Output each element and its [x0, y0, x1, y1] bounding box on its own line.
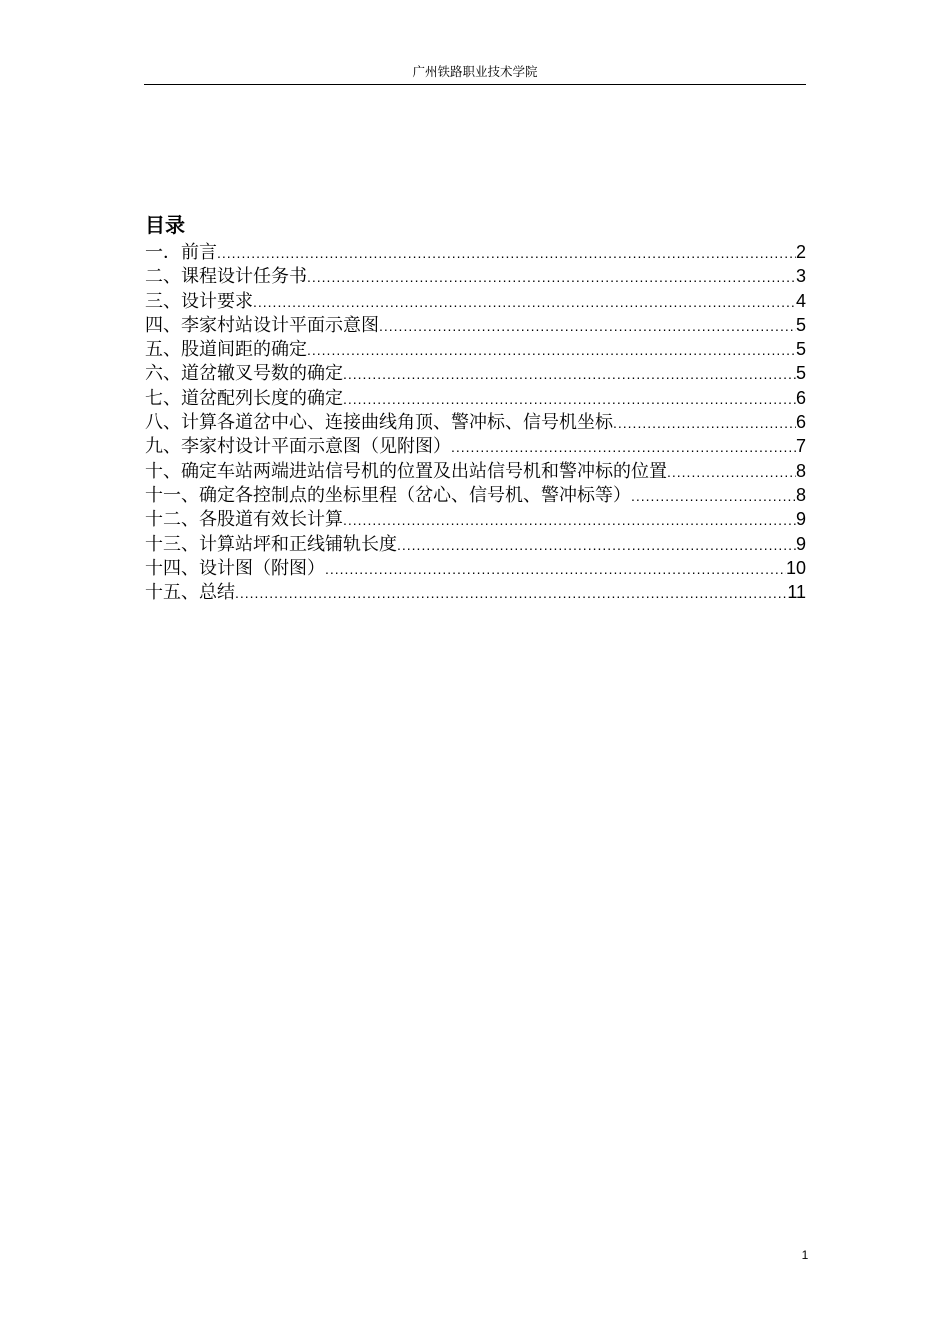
toc-leader-dots	[217, 241, 796, 264]
toc-entry-page: 9	[795, 509, 806, 530]
toc-entry-label: 五、股道间距的确定	[145, 339, 307, 361]
toc-entry[interactable]	[145, 532, 806, 556]
toc-entry-page: 8	[795, 484, 806, 505]
toc-entry[interactable]	[145, 337, 806, 361]
toc-entry-label: 七、道岔配列长度的确定	[145, 387, 343, 409]
toc-leader-dots	[253, 290, 796, 313]
toc-entry[interactable]	[145, 410, 806, 434]
toc-entry-label: 六、道岔辙叉号数的确定	[145, 363, 343, 385]
toc-leader-dots	[307, 338, 796, 361]
toc-entry[interactable]	[145, 580, 806, 604]
toc-entry-label: 十、确定车站两端进站信号机的位置及出站信号机和警冲标的位置	[145, 460, 667, 482]
toc-entry[interactable]	[145, 289, 806, 313]
toc-entry-page: 7	[795, 436, 806, 457]
toc-entry-page: 2	[795, 242, 806, 262]
toc-entry-page: 3	[795, 266, 806, 287]
toc-entry[interactable]	[145, 313, 806, 337]
toc-entry-page: 4	[795, 290, 806, 311]
toc-entry[interactable]	[145, 240, 806, 264]
toc-leader-dots	[379, 314, 796, 337]
toc-entry[interactable]	[145, 483, 806, 507]
toc-entry[interactable]	[145, 264, 806, 288]
toc-leader-dots	[613, 411, 796, 434]
toc-entry-label: 九、李家村设计平面示意图（见附图）	[145, 436, 451, 458]
toc-entry-label: 二、课程设计任务书	[145, 266, 307, 288]
toc-entry[interactable]	[145, 386, 806, 410]
toc-leader-dots	[667, 460, 796, 483]
toc-entry-label: 八、计算各道岔中心、连接曲线角顶、警冲标、信号机坐标	[145, 412, 613, 434]
toc-entry-page: 5	[795, 339, 806, 360]
page-header: 广州铁路职业技术学院	[144, 64, 806, 85]
toc-entry-label: 十五、总结	[145, 582, 235, 604]
toc-leader-dots	[343, 508, 796, 531]
toc-entry[interactable]	[145, 434, 806, 458]
toc-leader-dots	[451, 435, 796, 458]
page-number: 1	[801, 1248, 809, 1262]
toc-entry-label: 十一、确定各控制点的坐标里程（岔心、信号机、警冲标等）	[145, 484, 631, 506]
toc-entry-page: 6	[795, 412, 806, 433]
table-of-contents	[145, 210, 806, 604]
toc-entry[interactable]	[145, 556, 806, 580]
toc-leader-dots	[307, 265, 796, 288]
toc-title: 目录	[145, 213, 185, 237]
toc-entry[interactable]	[145, 459, 806, 483]
toc-entry-page: 10	[785, 557, 806, 578]
toc-entry-page: 5	[795, 314, 806, 335]
toc-entry[interactable]	[145, 507, 806, 531]
toc-entry[interactable]	[145, 361, 806, 385]
toc-entry-label: 十四、设计图（附图）	[145, 557, 325, 579]
toc-entry-page: 5	[795, 363, 806, 384]
toc-entry-label: 十三、计算站坪和正线铺轨长度	[145, 533, 397, 555]
toc-entry-label: 一．前言	[145, 242, 217, 263]
toc-entry-page: 8	[795, 460, 806, 481]
toc-entry-page: 11	[787, 582, 806, 603]
toc-entry-label: 四、李家村站设计平面示意图	[145, 314, 379, 336]
toc-leader-dots	[397, 533, 796, 556]
toc-leader-dots	[235, 581, 787, 604]
toc-entry-page: 6	[795, 387, 806, 408]
toc-entry-label: 十二、各股道有效长计算	[145, 509, 343, 531]
toc-leader-dots	[631, 484, 796, 507]
toc-leader-dots	[343, 387, 796, 410]
toc-entry-label: 三、设计要求	[145, 290, 253, 312]
toc-entry-page: 9	[795, 533, 806, 554]
toc-leader-dots	[325, 557, 786, 580]
toc-leader-dots	[343, 362, 796, 385]
